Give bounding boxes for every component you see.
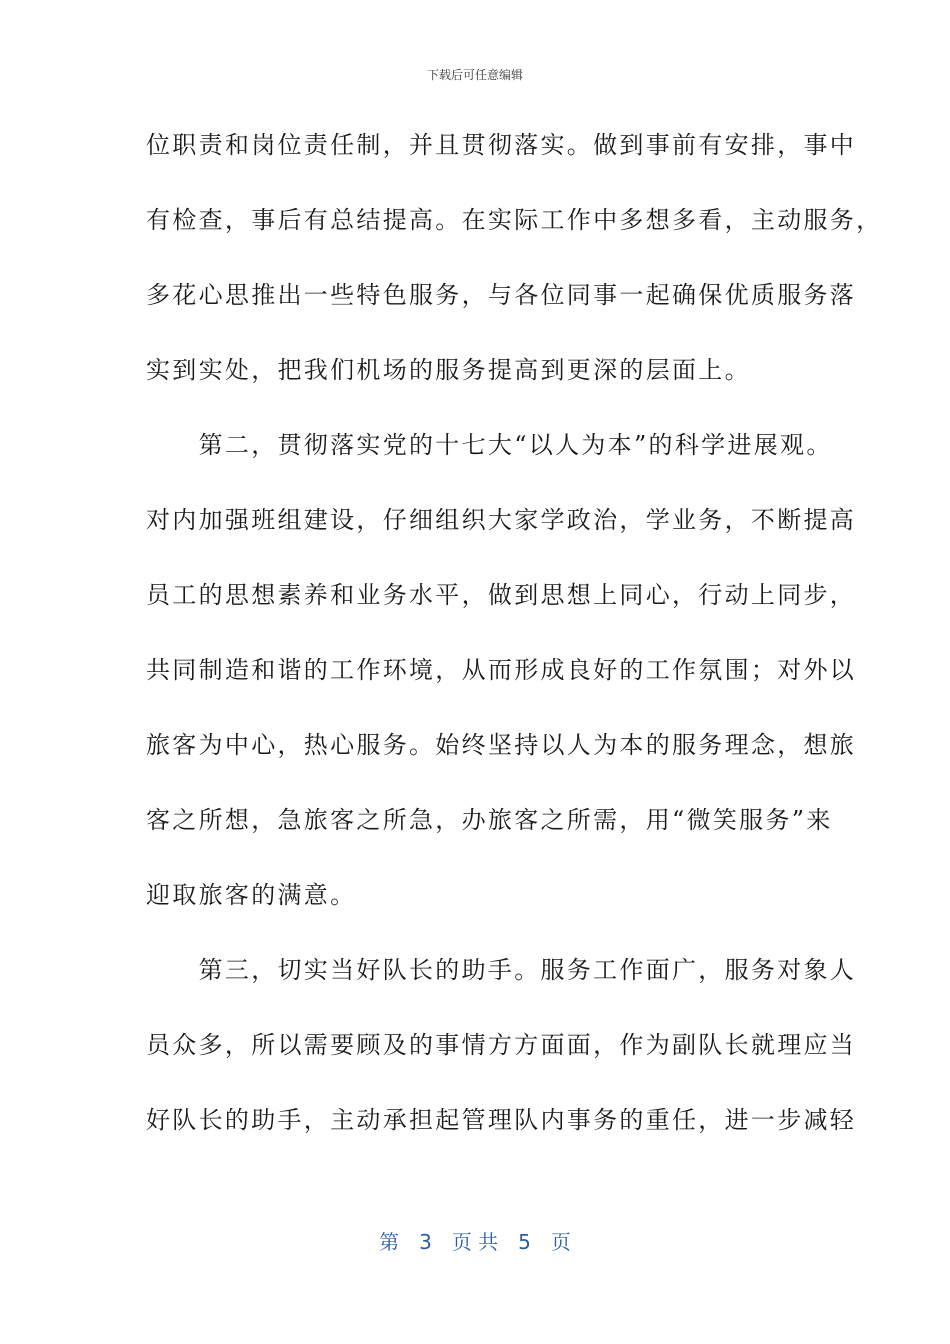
paragraph-line: 共同制造和谐的工作环境，从而形成良好的工作氛围；对外以 [146, 656, 857, 684]
paragraph-line: 员工的思想素养和业务水平，做到思想上同心，行动上同步， [146, 581, 857, 609]
paragraph-line: 旅客为中心，热心服务。始终坚持以人为本的服务理念，想旅 [146, 731, 857, 759]
paragraph-line: 对内加强班组建设，仔细组织大家学政治，学业务，不断提高 [146, 506, 857, 534]
paragraph-line: 迎取旅客的满意。 [146, 881, 357, 909]
paragraph-line: 第三，切实当好队长的助手。服务工作面广，服务对象人 [146, 956, 857, 984]
paragraph-line: 多花心思推出一些特色服务，与各位同事一起确保优质服务落 [146, 281, 857, 309]
paragraph-line: 位职责和岗位责任制，并且贯彻落实。做到事前有安排，事中 [146, 131, 857, 159]
paragraph-line: 第二，贯彻落实党的十七大“以人为本”的科学进展观。 [146, 431, 833, 459]
paragraph-line: 有检查，事后有总结提高。在实际工作中多想多看，主动服务， [146, 206, 883, 234]
page-number-footer: 第 3 页 共 5 页 [379, 1230, 571, 1254]
page-header: 下载后可任意编辑 [426, 68, 523, 82]
paragraph-line: 员众多，所以需要顾及的事情方方面面，作为副队长就理应当 [146, 1031, 857, 1059]
paragraph-line: 客之所想，急旅客之所急，办旅客之所需，用“微笑服务”来 [146, 806, 833, 834]
paragraph-line: 好队长的助手，主动承担起管理队内事务的重任，进一步减轻 [146, 1106, 857, 1134]
paragraph-line: 实到实处，把我们机场的服务提高到更深的层面上。 [146, 356, 751, 384]
